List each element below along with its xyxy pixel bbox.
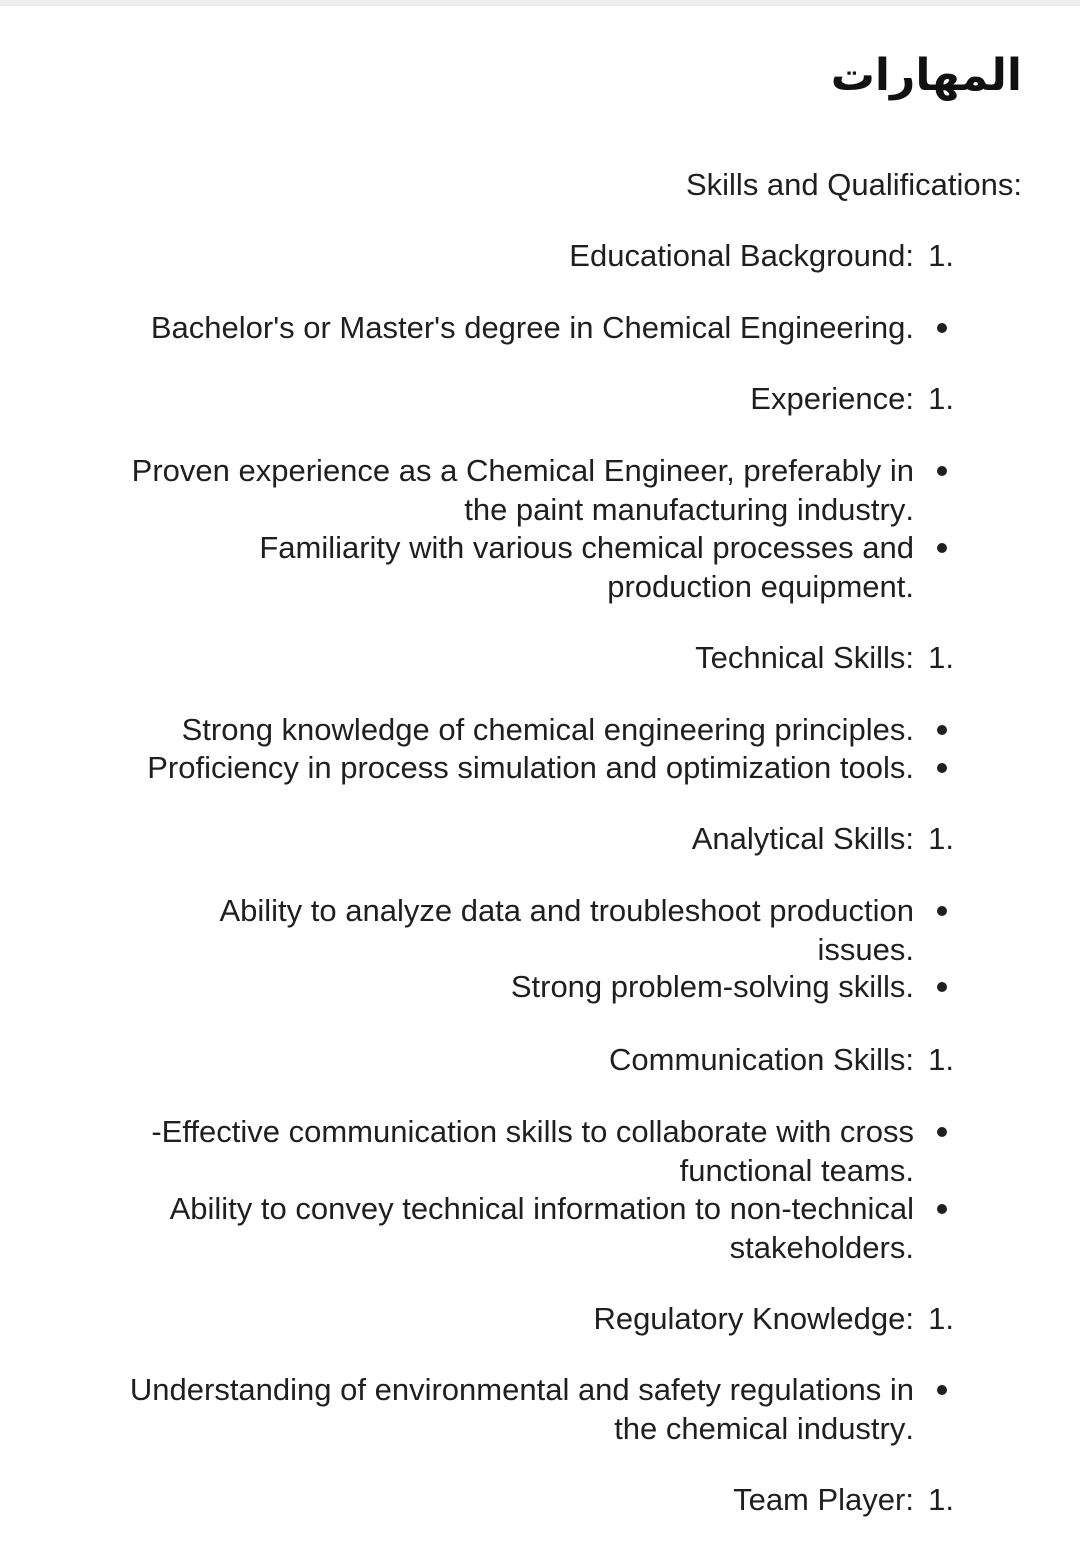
list-item [219,892,914,969]
section-title [750,380,954,418]
section-title-text: :Communication Skills [609,1042,914,1077]
section-number: 1. [928,1301,954,1336]
bullet-icon [937,1204,947,1214]
list-item [151,1113,914,1190]
page-title: المهارات [830,50,1022,101]
list-item-line: .production equipment [607,568,914,604]
section-title-text: :Regulatory Knowledge [593,1301,914,1336]
section-title [733,1481,954,1519]
intro-line: :Skills and Qualifications [685,167,1022,202]
list-item-line: Proven experience as a Chemical Engineer, preferably in [131,453,914,488]
bullet-icon [937,906,947,916]
section-title-text: :Educational Background [569,238,914,273]
list-item-line: .functional teams [679,1152,914,1188]
bullet-icon [937,1127,947,1137]
section-title [691,820,954,858]
list-item [170,1190,914,1267]
list-item-line: .Proficiency in process simulation and optimization tools [147,750,914,785]
bullet-icon [937,763,947,773]
list-item [151,309,914,348]
list-item [130,1371,914,1448]
list-item-line: .issues [817,931,914,967]
list-item [132,452,914,529]
list-item-line: Understanding of environmental and safety regulations in [129,1372,914,1407]
section-number: 1. [928,381,954,416]
section-title [695,639,954,677]
bullet-icon [937,982,947,992]
list-item [182,711,914,750]
section-number: 1. [928,1482,954,1517]
list-item-line: .Strong problem-solving skills [510,969,914,1004]
list-item [511,968,914,1007]
list-item-line: .Bachelor's or Master's degree in Chemical Engineering [150,310,914,345]
section-number: 1. [928,1042,954,1077]
list-item-line: Ability to convey technical information to non-technical [169,1191,914,1226]
section-title-text: :Experience [750,381,914,416]
list-item-line: Familiarity with various chemical processes and [259,530,914,565]
section-title [609,1041,954,1079]
list-item-line: .the paint manufacturing industry [464,491,914,527]
list-item-line: .Strong knowledge of chemical engineering principles [181,712,914,747]
bullet-icon [937,323,947,333]
list-item-line: Effective communication skills to collaborate with cross- [151,1114,914,1149]
list-item-line: .stakeholders [729,1229,914,1265]
bullet-icon [937,466,947,476]
list-item-line: .the chemical industry [614,1410,914,1446]
section-number: 1. [928,238,954,273]
bullet-icon [937,725,947,735]
list-item [259,529,914,606]
bullet-icon [937,1385,947,1395]
section-title-text: :Technical Skills [695,640,914,675]
top-status-bar [0,0,1080,6]
section-number: 1. [928,821,954,856]
section-title-text: :Analytical Skills [691,821,914,856]
section-title [593,1300,954,1338]
section-title-text: :Team Player [733,1482,914,1517]
list-item [147,749,914,788]
section-title [569,237,954,275]
section-number: 1. [928,640,954,675]
bullet-icon [937,543,947,553]
list-item-line: Ability to analyze data and troubleshoot production [219,893,914,928]
